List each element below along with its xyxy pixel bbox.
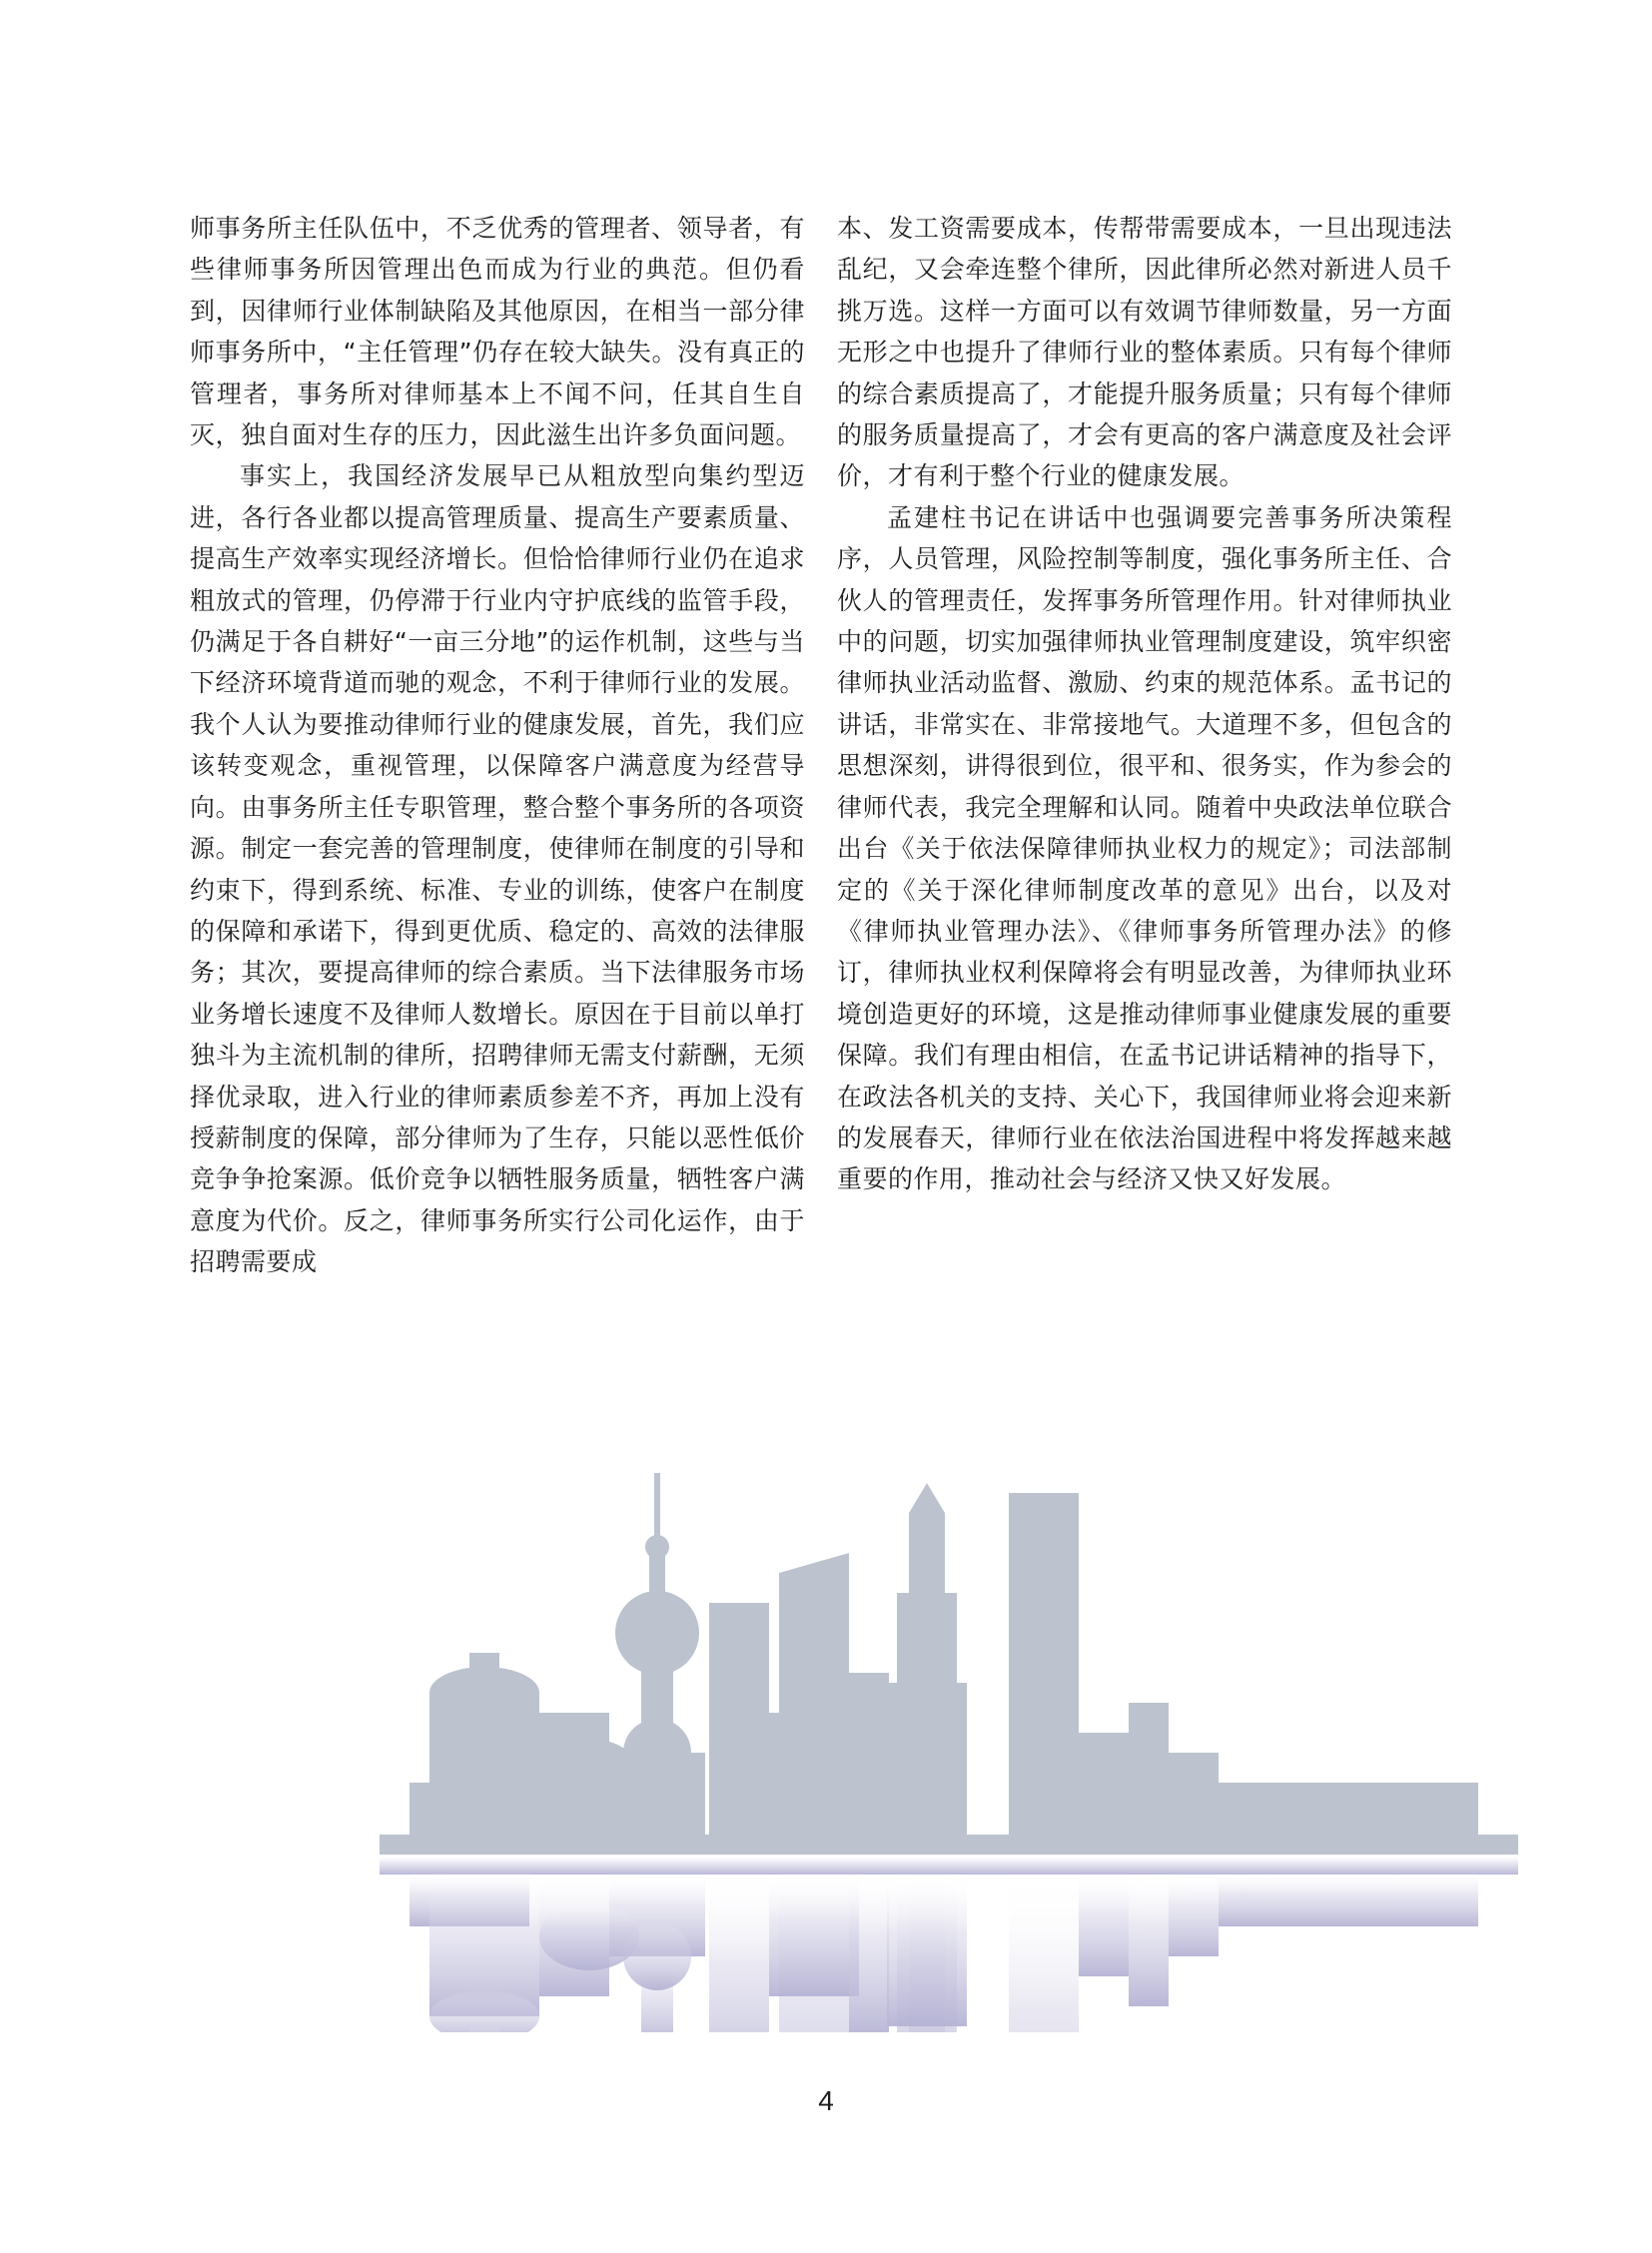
page-number: 4 [818, 2085, 834, 2116]
paragraph: 师事务所主任队伍中，不乏优秀的管理者、领导者，有些律师事务所因管理出色而成为行业的典范。但仍看到，因律师行业体制缺陷及其他原因，在相当一部分律师事务所中，“主任管理”仍存在较大缺失。没有真正的管理者，事务所对律师基本上不闻不问，任其自生自灭，独自面对生存的压力，因此滋生出许多负面问题。 [190, 214, 805, 450]
right-column [837, 208, 1452, 1200]
city-skyline-illustration [380, 1453, 1518, 2032]
paragraph: 孟建柱书记在讲话中也强调要完善事务所决策程序，人员管理，风险控制等制度，强化事务所主任、合伙人的管理责任，发挥事务所管理作用。针对律师执业中的问题，切实加强律师执业管理制度建设，筑牢织密律师执业活动监督、激励、约束的规范体系。孟书记的讲话，非常实在、非常接地气。大道理不多，但包含的思想深刻，讲得很到位，很平和、很务实，作为参会的律师代表，我完全理解和认同。随着中央政法单位联合出台《关于依法保障律师执业权力的规定》；司法部制定的《关于深化律师制度改革的意见》出台，以及对《律师执业管理办法》、《律师事务所管理办法》的修订，律师执业权利保障将会有明显改善，为律师执业环境创造更好的环境，这是推动律师事业健康发展的重要保障。我们有理由相信，在孟书记讲话精神的指导下，在政法各机关的支持、关心下，我国律师业将会迎来新的发展春天，律师行业在依法治国进程中将发挥越来越重要的作用，推动社会与经济又快又好发展。 [837, 502, 1452, 1194]
paragraph: 本、发工资需要成本，传帮带需要成本，一旦出现违法乱纪，又会牵连整个律所，因此律所必然对新进人员千挑万选。这样一方面可以有效调节律师数量，另一方面无形之中也提升了律师行业的整体素质。只有每个律师的综合素质提高了，才能提升服务质量；只有每个律师的服务质量提高了，才会有更高的客户满意度及社会评价，才有利于整个行业的健康发展。 [837, 214, 1452, 491]
left-column [190, 208, 805, 1283]
paragraph: 事实上，我国经济发展早已从粗放型向集约型迈进，各行各业都以提高管理质量、提高生产要素质量、提高生产效率实现经济增长。但恰恰律师行业仍在追求粗放式的管理，仍停滞于行业内守护底线的监管手段，仍满足于各自耕好“一亩三分地”的运作机制，这些与当下经济环境背道而驰的观念，不利于律师行业的发展。我个人认为要推动律师行业的健康发展，首先，我们应该转变观念，重视管理，以保障客户满意度为经营导向。由事务所主任专职管理，整合整个事务所的各项资源。制定一套完善的管理制度，使律师在制度的引导和约束下，得到系统、标准、专业的训练，使客户在制度的保障和承诺下，得到更优质、稳定的、高效的法律服务；其次，要提高律师的综合素质。当下法律服务市场业务增长速度不及律师人数增长。原因在于目前以单打独斗为主流机制的律所，招聘律师无需支付薪酬，无须择优录取，进入行业的律师素质参差不齐，再加上没有授薪制度的保障，部分律师为了生存，只能以恶性低价竞争争抢案源。低价竞争以牺牲服务质量，牺牲客户满意度为代价。反之，律师事务所实行公司化运作，由于招聘需要成 [190, 461, 805, 1277]
